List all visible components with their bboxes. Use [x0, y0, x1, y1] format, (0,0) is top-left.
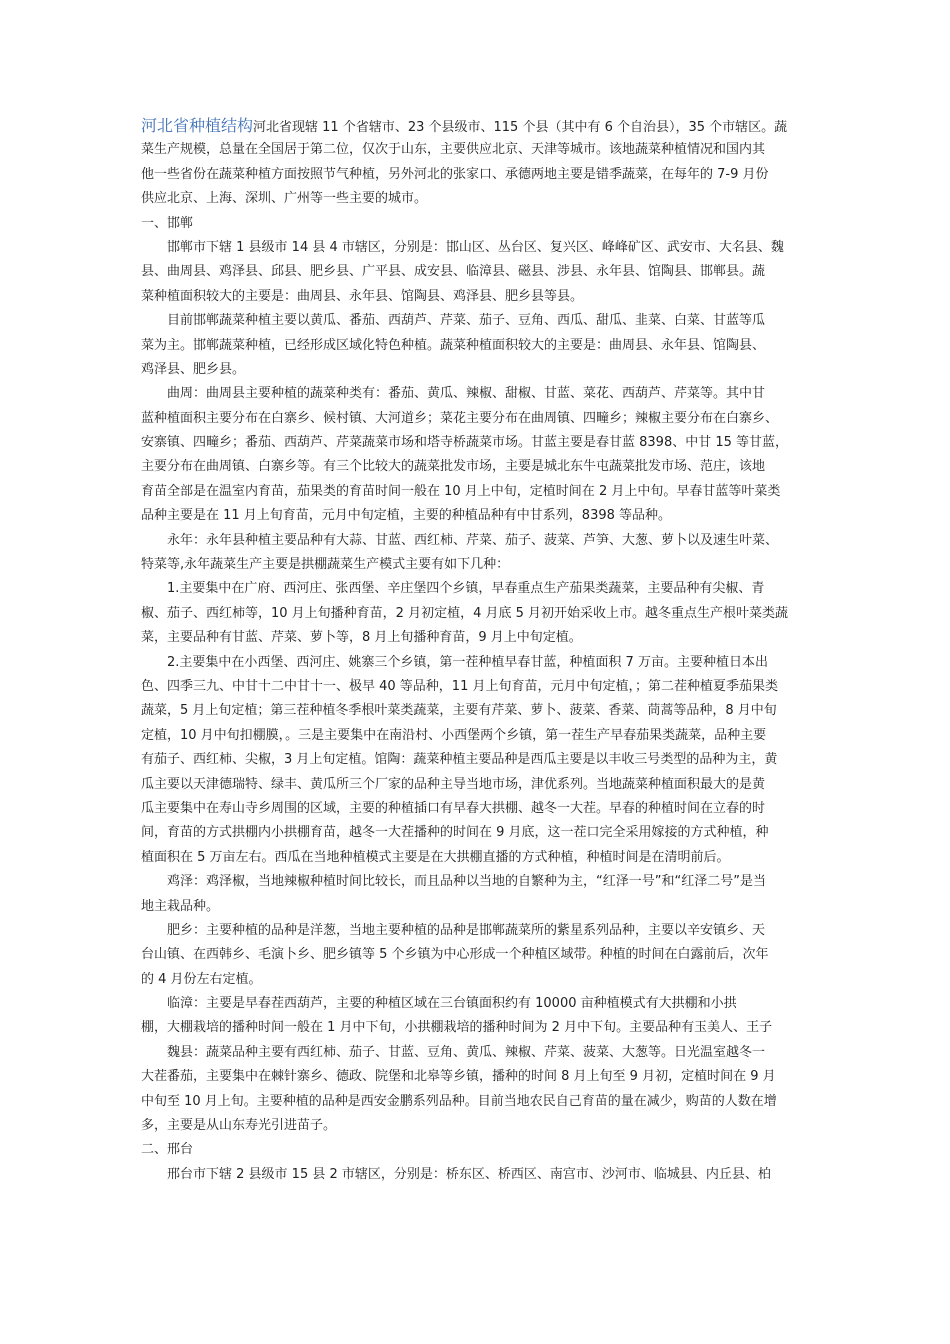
text-line: 地主栽品种。	[141, 898, 220, 914]
text-line: 河北省现辖 11 个省辖市、23 个县级市、115 个县（其中有 6 个自治县），35 个市辖区。蔬	[253, 120, 788, 135]
document-title: 河北省种植结构	[141, 116, 254, 135]
text-line: 曲周：曲周县主要种植的蔬菜种类有：番茄、黄瓜、辣椒、甜椒、甘蓝、菜花、西葫芦、芹菜等。其中甘	[141, 386, 766, 402]
text-line: 主要分布在曲周镇、白寨乡等。有三个比较大的蔬菜批发市场，主要是城北东牛屯蔬菜批发市场、范庄，该地	[141, 459, 766, 475]
text-line: 他一些省份在蔬菜种植方面按照节气种植，另外河北的张家口、承德两地主要是错季蔬菜，在每年的 7-9 月份	[141, 166, 769, 182]
text-line: 魏县：蔬菜品种主要有西红柿、茄子、甘蓝、豆角、黄瓜、辣椒、芹菜、菠菜、大葱等。日光温室越冬一	[141, 1044, 766, 1060]
document-body	[141, 114, 821, 1187]
text-line: 肥乡：主要种植的品种是洋葱，当地主要种植的品种是邯郸蔬菜所的紫星系列品种，主要以辛安镇乡、天	[141, 922, 766, 938]
text-line: 瓜主要集中在寿山寺乡周围的区域，主要的种植插口有早春大拱棚、越冬一大茬。早春的种植时间在立春的时	[141, 800, 766, 816]
text-line: 鸡泽：鸡泽椒，当地辣椒种植时间比较长，而且品种以当地的自繁种为主，“红泽一号”和“红泽二号”是当	[141, 874, 766, 890]
section-heading-handan: 一、邯郸	[141, 215, 194, 231]
text-line: 县、曲周县、鸡泽县、邱县、肥乡县、广平县、成安县、临漳县、磁县、涉县、永年县、馆陶县、邯郸县。蔬	[141, 264, 766, 280]
text-line: 色、四季三九、中甘十二中甘十一、极早 40 等品种，11 月上旬育苗，元月中旬定植，；第二茬种植夏季茄果类	[141, 678, 778, 694]
text-line: 棚，大棚栽培的播种时间一般在 1 月中下旬，小拱棚栽培的播种时间为 2 月中下旬。主要品种有玉美人、王子	[141, 1020, 773, 1036]
text-line: 2.主要集中在小西堡、西河庄、姚寨三个乡镇，第一茬种植早春甘蓝，种植面积 7 万亩。主要种植日本出	[141, 654, 768, 670]
text-line: 中旬至 10 月上旬。主要种植的品种是西安金鹏系列品种。目前当地农民自己育苗的量在减少，购苗的人数在增	[141, 1093, 777, 1109]
text-line: 蔬菜，5 月上旬定植；第三茬种植冬季根叶菜类蔬菜，主要有芹菜、萝卜、菠菜、香菜、茼蒿等品种，8 月中旬	[141, 703, 777, 719]
text-line: 安寨镇、四疃乡；番茄、西葫芦、芹菜蔬菜市场和塔寺桥蔬菜市场。甘蓝主要是春甘蓝 8398、中甘 15 等甘蓝，	[141, 435, 789, 451]
text-line: 菜种植面积较大的主要是：曲周县、永年县、馆陶县、鸡泽县、肥乡县等县。	[141, 288, 584, 304]
text-line: 椒、茄子、西红柿等，10 月上旬播种育苗，2 月初定植，4 月底 5 月初开始采收上市。越冬重点生产根叶菜类蔬	[141, 605, 789, 621]
intro-line-1	[141, 114, 821, 138]
text-line: 蓝种植面积主要分布在白寨乡、候村镇、大河道乡；菜花主要分布在曲周镇、四疃乡；辣椒主要分布在白寨乡、	[141, 410, 779, 426]
text-line: 菜，主要品种有甘蓝、芹菜、萝卜等，8 月上旬播种育苗，9 月上中旬定植。	[141, 630, 582, 646]
text-line: 永年：永年县种植主要品种有大蒜、甘蓝、西红柿、芹菜、茄子、菠菜、芦笋、大葱、萝卜以及速生叶菜、	[141, 532, 779, 548]
text-line: 菜生产规模，总量在全国居于第二位，仅次于山东，主要供应北京、天津等城市。该地蔬菜种植情况和国内其	[141, 142, 766, 158]
text-line: 台山镇、在西韩乡、毛演卜乡、肥乡镇等 5 个乡镇为中心形成一个种植区域带。种植的时间在白露前后，次年	[141, 947, 769, 963]
text-line: 大茬番茄，主要集中在棘针寨乡、德政、院堡和北皋等乡镇，播种的时间 8 月上旬至 9 月初，定植时间在 9 月	[141, 1069, 776, 1085]
text-line: 菜为主。邯郸蔬菜种植，已经形成区域化特色种植。蔬菜种植面积较大的主要是：曲周县、永年县、馆陶县、	[141, 337, 766, 353]
text-line: 定植，10 月中旬扣棚膜，。三是主要集中在南沿村、小西堡两个乡镇，第一茬生产早春茄果类蔬菜，品种主要	[141, 727, 767, 743]
text-line: 临漳：主要是早春茬西葫芦，主要的种植区域在三台镇面积约有 10000 亩种植模式有大拱棚和小拱	[141, 996, 737, 1012]
text-line: 植面积在 5 万亩左右。西瓜在当地种植模式主要是在大拱棚直播的方式种植，种植时间是在清明前后。	[141, 849, 730, 865]
text-line: 的 4 月份左右定植。	[141, 971, 262, 987]
text-line: 目前邯郸蔬菜种植主要以黄瓜、番茄、西葫芦、芹菜、茄子、豆角、西瓜、甜瓜、韭菜、白菜、甘蓝等瓜	[141, 313, 766, 329]
text-line: 邢台市下辖 2 县级市 15 县 2 市辖区，分别是：桥东区、桥西区、南宫市、沙河市、临城县、内丘县、柏	[141, 1166, 771, 1182]
text-line: 邯郸市下辖 1 县级市 14 县 4 市辖区，分别是：邯山区、丛台区、复兴区、峰峰矿区、武安市、大名县、魏	[141, 239, 784, 255]
section-heading-xingtai: 二、邢台	[141, 1142, 194, 1158]
text-line: 1.主要集中在广府、西河庄、张西堡、辛庄堡四个乡镇，早春重点生产茄果类蔬菜，主要品种有尖椒、青	[141, 581, 765, 597]
text-line: 品种主要是在 11 月上旬育苗，元月中旬定植，主要的种植品种有中甘系列，8398 等品种。	[141, 508, 672, 524]
text-line: 有茄子、西红柿、尖椒，3 月上旬定植。馆陶：蔬菜种植主要品种是西瓜主要是以丰收三号类型的品种为主，黄	[141, 752, 778, 768]
text-line: 鸡泽县、肥乡县。	[141, 361, 246, 377]
text-line: 多，主要是从山东寿光引进苗子。	[141, 1118, 337, 1134]
text-line: 育苗全部是在温室内育苗，茄果类的育苗时间一般在 10 月上中旬，定植时间在 2 月上中旬。早春甘蓝等叶菜类	[141, 483, 781, 499]
text-line: 特菜等,永年蔬菜生产主要是拱棚蔬菜生产模式主要有如下几种：	[141, 557, 510, 573]
text-line: 瓜主要以天津德瑞特、绿丰、黄瓜所三个厂家的品种主导当地市场，津优系列。当地蔬菜种植面积最大的是黄	[141, 776, 766, 792]
text-line: 供应北京、上海、深圳、广州等一些主要的城市。	[141, 191, 428, 207]
text-line: 间，育苗的方式拱棚内小拱棚育苗，越冬一大茬播种的时间在 9 月底，这一茬口完全采用嫁接的方式种植，种	[141, 825, 769, 841]
